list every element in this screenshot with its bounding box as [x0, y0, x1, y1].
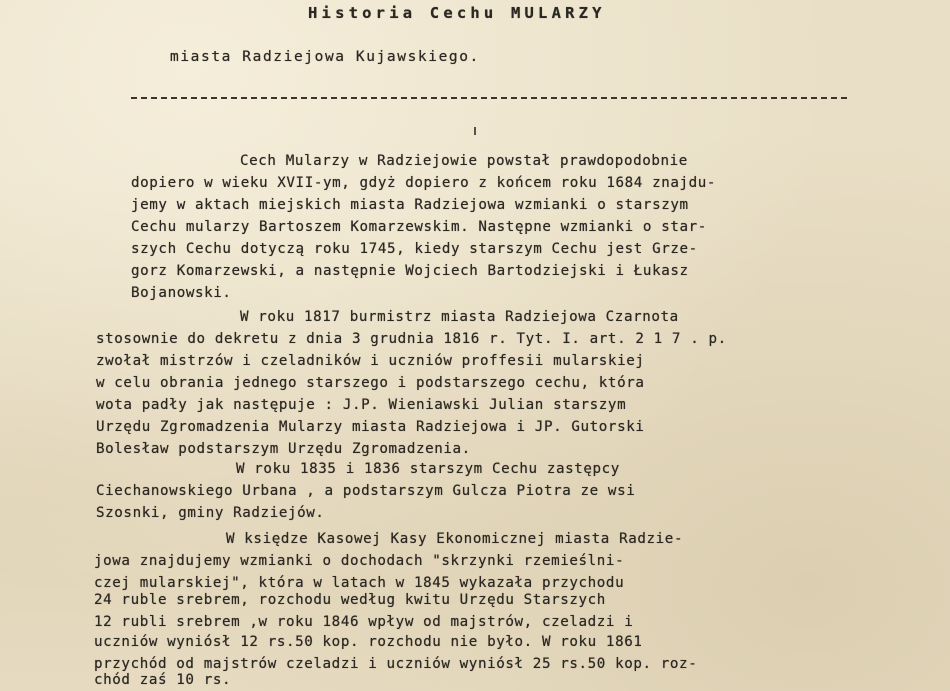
document-title: Historia Cechu MULARZY	[308, 4, 606, 22]
dashed-divider	[131, 97, 847, 99]
text-line: Urzędu Zgromadzenia Mularzy miasta Radziejowa i JP. Gutorski	[96, 419, 645, 435]
text-line: gorz Komarzewski, a następnie Wojciech Bartodziejski i Łukasz	[131, 263, 689, 279]
text-line: W roku 1835 i 1836 starszym Cechu zastępcy	[236, 461, 620, 477]
text-line: Cechu mularzy Bartoszem Komarzewskim. Następne wzmianki o star-	[131, 219, 707, 235]
text-line: chód zaś 10 rs.	[94, 672, 232, 688]
text-line: przychód od majstrów czeladzi i uczniów wyniósł 25 rs.50 kop. roz-	[94, 656, 698, 672]
text-line: czej mularskiej", która w latach w 1845 wykazała przychodu	[94, 575, 625, 591]
document-subtitle: miasta Radziejowa Kujawskiego.	[170, 49, 480, 65]
text-line: Ciechanowskiego Urbana , a podstarszym Gulcza Piotra ze wsi	[96, 483, 636, 499]
text-line: w celu obrania jednego starszego i podstarszego cechu, która	[96, 375, 645, 391]
text-line: 24 ruble srebrem, rozchodu według kwitu Urzędu Starszych	[94, 592, 606, 608]
text-line: stosownie do dekretu z dnia 3 grudnia 1816 r. Tyt. I. art. 2 1 7 . p.	[96, 331, 727, 347]
text-line: wota padły jak następuje : J.P. Wieniawski Julian starszym	[96, 397, 627, 413]
text-line: 12 rubli srebrem ,w roku 1846 wpływ od majstrów, czeladzi i	[94, 614, 634, 630]
text-line: Bolesław podstarszym Urzędu Zgromadzenia.	[96, 441, 471, 457]
text-line: Szosnki, gminy Radziejów.	[96, 505, 325, 521]
text-line: W roku 1817 burmistrz miasta Radziejowa Czarnota	[240, 309, 679, 325]
text-line: uczniów wyniósł 12 rs.50 kop. rozchodu nie było. W roku 1861	[94, 634, 643, 650]
text-line: dopiero w wieku XVII-ym, gdyż dopiero z końcem roku 1684 znajdu-	[131, 175, 717, 191]
text-line: Bojanowski.	[131, 285, 232, 301]
text-line: jowa znajdujemy wzmianki o dochodach "skrzynki rzemieślni-	[94, 553, 625, 569]
text-line: jemy w aktach miejskich miasta Radziejowa wzmianki o starszym	[131, 197, 689, 213]
text-line: szych Cechu dotyczą roku 1745, kiedy starszym Cechu jest Grze-	[131, 241, 698, 257]
text-line: Cech Mularzy w Radziejowie powstał prawdopodobnie	[240, 153, 688, 169]
text-line: zwołał mistrzów i czeladników i uczniów proffesii mularskiej	[96, 353, 645, 369]
ink-mark	[474, 127, 476, 135]
text-line: W księdze Kasowej Kasy Ekonomicznej miasta Radzie-	[226, 531, 684, 547]
